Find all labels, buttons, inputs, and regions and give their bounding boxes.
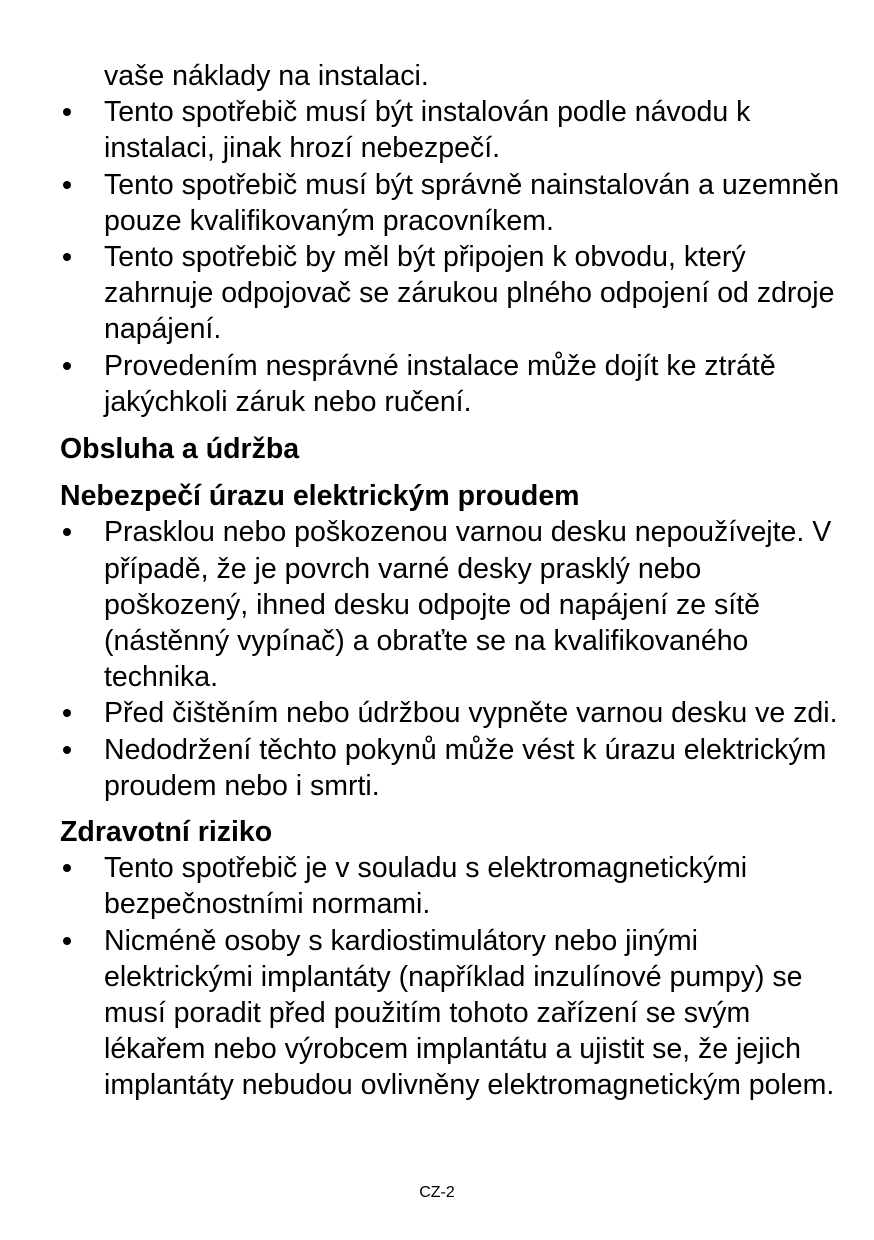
health-list [60,850,840,1103]
bullet-icon [60,239,80,275]
page-number: CZ-2 [419,1184,455,1201]
list-item-text: Před čištěním nebo údržbou vypněte varnou desku ve zdi. [104,697,838,730]
list-item [60,348,840,420]
list-item [60,850,840,922]
list-item-text: Tento spotřebič musí být instalován podle návodu k instalaci, jinak hrozí nebezpečí. [104,96,751,165]
install-list [60,94,840,420]
list-item-text: Tento spotřebič je v souladu s elektromagnetickými bezpečnostními normami. [104,852,748,921]
bullet-icon [60,348,80,384]
page-content [60,58,840,1104]
list-item [60,732,840,804]
list-item [60,239,840,348]
list-item [60,94,840,166]
list-item-text: Nicméně osoby s kardiostimulátory nebo jinými elektrickými implantáty (například inzulínové pumpy) se musí poradit před použitím tohoto zařízení se svým lékařem nebo výrobcem implantátu a ujistit se, že jejich implantáty nebudou ovlivněny elektromagnetickým polem. [104,924,835,1102]
bullet-icon [60,732,80,768]
list-item-text: Tento spotřebič musí být správně nainstalován a uzemněn pouze kvalifikovaným pracovníkem. [104,168,840,237]
bullet-icon [60,850,80,886]
continued-text: vaše náklady na instalaci. [104,60,429,92]
electric-list [60,514,840,804]
bullet-icon [60,514,80,550]
bullet-icon [60,94,80,130]
list-item-text: Prasklou nebo poškozenou varnou desku nepoužívejte. V případě, že je povrch varné desky prasklý nebo poškozený, ihned desku odpojte od napájení ze sítě (nástěnný vypínač) a obraťte se na kvalifikovaného technika. [104,516,832,694]
list-item-text: Nedodržení těchto pokynů může vést k úrazu elektrickým proudem nebo i smrti. [104,733,827,802]
list-item [60,695,840,731]
list-item [60,514,840,695]
bullet-icon [60,167,80,203]
bullet-icon [60,923,80,959]
section-heading: Obsluha a údržba [60,433,300,466]
list-item-text: Provedením nesprávné instalace může dojít ke ztrátě jakýchkoli záruk nebo ručení. [104,349,776,418]
list-item-text: Tento spotřebič by měl být připojen k obvodu, který zahrnuje odpojovač se zárukou plného odpojení od zdroje napájení. [104,241,835,346]
bullet-icon [60,695,80,731]
subsection-heading-electric: Nebezpečí úrazu elektrickým proudem [60,480,580,513]
list-item [60,167,840,239]
subsection-heading-health: Zdravotní riziko [60,816,273,849]
list-item [60,923,840,1104]
